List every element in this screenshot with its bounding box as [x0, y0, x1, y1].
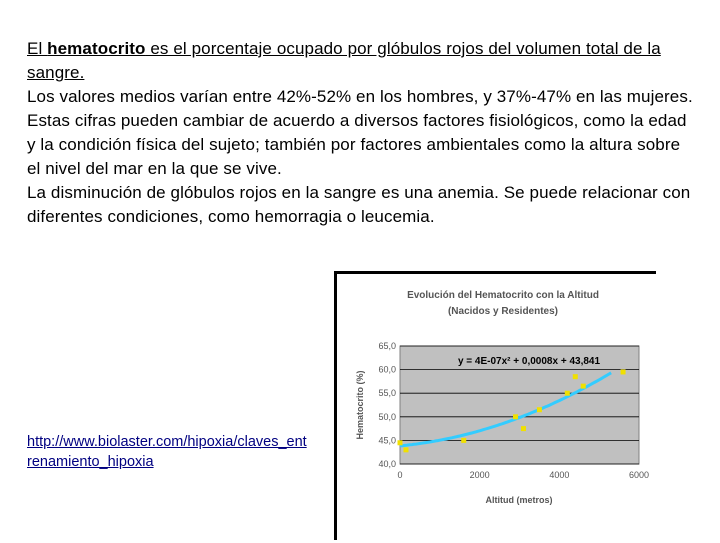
- paragraph-anemia: La disminución de glóbulos rojos en la sangre es una anemia. Se puede relacionar con diferentes condiciones, como hemorragia o leucemia.: [27, 183, 691, 226]
- data-point: [513, 414, 518, 419]
- data-point: [537, 407, 542, 412]
- data-point: [621, 369, 626, 374]
- source-link[interactable]: http://www.biolaster.com/hipoxia/claves_entrenamiento_hipoxia: [27, 434, 307, 470]
- data-point: [521, 426, 526, 431]
- y-axis-label: Hematocrito (%): [355, 370, 365, 440]
- paragraph-definition: [27, 37, 697, 85]
- x-axis-label: Altitud (metros): [485, 495, 553, 505]
- y-tick-labels: [378, 341, 396, 469]
- y-tick-label: 60,0: [378, 364, 396, 375]
- data-point: [398, 440, 403, 445]
- data-point: [461, 438, 466, 443]
- data-point: [565, 391, 570, 396]
- trend-equation: y = 4E-07x² + 0,0008x + 43,841: [457, 356, 601, 367]
- hematocrit-chart: [334, 271, 656, 540]
- x-tick-labels: [397, 470, 649, 480]
- y-tick-label: 45,0: [378, 435, 396, 446]
- data-point: [573, 374, 578, 379]
- x-tick-label: 4000: [549, 470, 570, 480]
- definition-post: es el porcentaje ocupado por glóbulos rojos del volumen total de la sangre.: [27, 39, 661, 82]
- y-tick-label: 65,0: [378, 341, 396, 351]
- term-hematocrito: hematocrito: [47, 39, 146, 58]
- data-point: [581, 384, 586, 389]
- definition-pre: El: [27, 39, 48, 58]
- chart-canvas: [337, 274, 659, 543]
- article-text: [27, 37, 697, 229]
- paragraph-values: Los valores medios varían entre 42%-52% en los hombres, y 37%-47% en las mujeres. Estas cifras pueden cambiar de acuerdo a diversos factores fisiológicos, como la edad y la condición física del sujeto; también por factores ambientales como la altura sobre el nivel del mar en la que se vive.: [27, 87, 693, 178]
- x-tick-label: 2000: [469, 470, 490, 480]
- y-tick-label: 50,0: [378, 411, 396, 422]
- x-tick-label: 0: [397, 470, 403, 480]
- y-tick-label: 55,0: [378, 388, 396, 399]
- chart-subtitle: (Nacidos y Residentes): [447, 306, 559, 317]
- chart-title: Evolución del Hematocrito con la Altitud: [407, 290, 599, 301]
- x-tick-label: 6000: [628, 470, 650, 480]
- y-tick-label: 40,0: [378, 459, 396, 469]
- definition-underlined: [27, 39, 661, 82]
- data-point: [403, 447, 408, 452]
